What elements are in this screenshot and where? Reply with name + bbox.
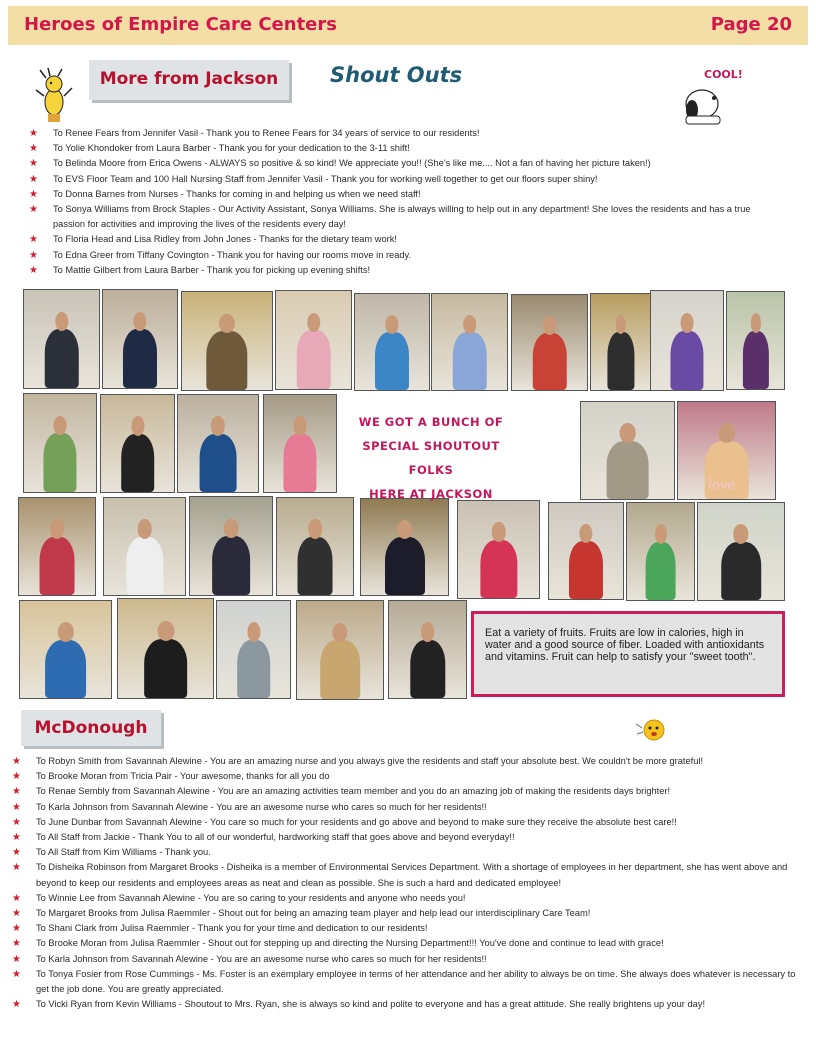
person-figure xyxy=(607,332,634,390)
person-figure xyxy=(298,537,333,595)
shoutout-item xyxy=(12,936,808,951)
person-figure xyxy=(123,329,157,388)
shoutout-text: To Karla Johnson from Savannah Alewine - You are an awesome nurse who cares so much for her residents!! xyxy=(36,801,487,812)
staff-photo xyxy=(726,291,785,390)
shoutout-text: To Karla Johnson from Savannah Alewine - You are an awesome nurse who cares so much for her residents!! xyxy=(36,953,487,964)
staff-photo xyxy=(354,293,430,391)
star-bullet-icon: ★ xyxy=(12,756,21,767)
staff-photo xyxy=(548,502,624,600)
shoutout-text: To Renae Sembly from Savannah Alewine - You are an amazing activities team member and you do an amazing job of making the residents days brighter! xyxy=(36,786,671,797)
person-head xyxy=(543,316,557,335)
person-figure xyxy=(43,433,76,492)
page-header xyxy=(8,6,808,45)
photo-caption: love xyxy=(708,478,736,493)
person-head xyxy=(247,622,260,641)
shoutout-text: To Edna Greer from Tiffany Covington - Thank you for having our rooms move in ready. xyxy=(53,249,412,260)
shoutout-text: To Margaret Brooks from Julisa Raemmler - Shout out for being an amazing team player and help lead our interdisciplinary Care Team! xyxy=(36,908,591,919)
star-bullet-icon: ★ xyxy=(12,953,21,965)
star-bullet-icon: ★ xyxy=(29,158,38,170)
shoutout-item xyxy=(12,891,808,906)
person-head xyxy=(131,416,144,435)
star-bullet-icon: ★ xyxy=(29,249,38,261)
cool-badge: COOL! xyxy=(704,68,743,81)
person-head xyxy=(54,416,67,436)
person-head xyxy=(219,314,235,334)
star-bullet-icon: ★ xyxy=(12,847,21,859)
staff-photo xyxy=(276,497,354,596)
staff-photo xyxy=(511,294,588,391)
person-head xyxy=(332,623,347,643)
shoutout-text: To Donna Barnes from Nurses - Thanks for coming in and helping us when we need staff! xyxy=(53,188,421,199)
shoutout-text: To Floria Head and Lisa Ridley from John Jones - Thanks for the dietary team work! xyxy=(53,234,397,245)
star-bullet-icon: ★ xyxy=(29,234,38,246)
person-head xyxy=(211,416,225,435)
staff-photo xyxy=(650,290,724,391)
staff-photo xyxy=(103,497,186,596)
shoutout-text: To Winnie Lee from Savannah Alewine - You are so caring to your residents and anyone who needs you! xyxy=(36,892,466,903)
shoutout-item xyxy=(12,845,808,860)
shoutout-text: To Brooke Moran from Tricia Pair - Your awesome, thanks for all you do xyxy=(36,771,330,782)
staff-photo xyxy=(23,393,97,493)
staff-photo xyxy=(177,394,259,493)
staff-photo xyxy=(102,289,178,389)
star-bullet-icon: ★ xyxy=(12,892,21,904)
promo-line: WE GOT A BUNCH OF xyxy=(358,415,504,429)
shoutout-item xyxy=(12,967,808,997)
shoutout-item xyxy=(12,815,808,830)
person-head xyxy=(50,519,64,538)
section-tab-mcdonough: McDonough xyxy=(21,710,161,746)
shoutout-item xyxy=(12,754,808,769)
star-bullet-icon: ★ xyxy=(29,128,38,139)
person-head xyxy=(308,519,322,538)
person-figure xyxy=(283,434,316,492)
person-head xyxy=(750,313,760,332)
shoutout-text: To EVS Floor Team and 100 Hall Nursing Staff from Jennifer Vasil - Thank you for working well together to get our floors super shiny! xyxy=(53,173,598,184)
star-bullet-icon: ★ xyxy=(12,938,21,950)
person-figure xyxy=(144,639,188,698)
page-number: Page 20 xyxy=(710,14,792,35)
star-bullet-icon: ★ xyxy=(12,968,21,980)
person-figure xyxy=(384,537,424,595)
person-figure xyxy=(721,542,761,600)
staff-photo xyxy=(457,500,540,599)
staff-photo xyxy=(275,290,352,390)
shoutout-item xyxy=(29,202,769,232)
staff-photo xyxy=(181,291,273,391)
staff-photo xyxy=(189,496,273,596)
person-head xyxy=(579,524,592,543)
person-figure xyxy=(645,542,676,600)
person-head xyxy=(491,522,506,541)
shoutout-text: To Tonya Fosier from Rose Cummings - Ms. Foster is an exemplary employee in terms of her attendance and her ability to always be on time. She always does whatever is necessary to get the job done. You are greatly appreciated. xyxy=(36,968,796,995)
shoutout-item xyxy=(12,769,808,784)
staff-photo xyxy=(18,497,96,596)
star-bullet-icon: ★ xyxy=(12,832,21,844)
staff-photo xyxy=(296,600,384,700)
person-figure xyxy=(44,329,79,388)
shoutout-item xyxy=(29,126,769,141)
shoutout-item xyxy=(12,952,808,967)
snoopy-cool-clipart xyxy=(678,68,744,126)
section-heading: Shout Outs xyxy=(330,63,463,87)
shoutout-item xyxy=(29,187,769,202)
person-figure xyxy=(40,537,75,595)
star-bullet-icon: ★ xyxy=(29,264,38,276)
person-head xyxy=(294,416,307,435)
shoutout-item xyxy=(29,172,769,187)
shoutout-text: To June Dunbar from Savannah Alewine - You care so much for your residents and go above and beyond to make sure they receive the absolute best care!! xyxy=(36,816,677,827)
shoutout-text: To Belinda Moore from Erica Owens - ALWAYS so positive & so kind! We appreciate you!! (She's like me.... Not a fan of having her picture taken!) xyxy=(53,158,651,169)
staff-photo xyxy=(19,600,112,699)
shoutout-text: To Disheika Robinson from Margaret Brooks - Disheika is a member of Environmental Services Department. With a shortage of employees in her department, she has went above and beyond to keep our residents and employees areas as neat and clean as possible. She is such a hard and dedicated employee! xyxy=(36,862,788,888)
person-head xyxy=(224,519,239,539)
person-figure xyxy=(296,330,331,389)
person-figure xyxy=(742,331,768,389)
star-bullet-icon: ★ xyxy=(12,801,21,813)
staff-photo xyxy=(360,498,449,596)
star-bullet-icon: ★ xyxy=(12,862,21,874)
person-figure xyxy=(126,537,163,595)
person-figure xyxy=(480,540,517,598)
staff-photo xyxy=(216,600,291,699)
person-figure xyxy=(212,536,250,595)
star-bullet-icon: ★ xyxy=(12,786,21,798)
staff-photo xyxy=(117,598,214,699)
star-bullet-icon: ★ xyxy=(12,816,21,828)
star-bullet-icon: ★ xyxy=(12,923,21,935)
shoutout-item xyxy=(29,232,769,247)
person-head xyxy=(137,519,152,538)
shoutout-item xyxy=(12,800,808,815)
shoutout-item xyxy=(12,997,808,1012)
person-head xyxy=(619,423,636,442)
shoutout-item xyxy=(12,921,808,936)
staff-photo xyxy=(100,394,175,493)
person-figure xyxy=(532,333,567,390)
person-head xyxy=(463,315,477,334)
person-head xyxy=(57,622,73,641)
shoutout-item xyxy=(12,830,808,845)
fruit-tip-box: Eat a variety of fruits. Fruits are low in calories, high in water and a good source of fiber. Loaded with antioxidants and vitamins. Fruit can help to satisfy your "sweet tooth". xyxy=(471,611,785,697)
newsletter-title: Heroes of Empire Care Centers xyxy=(24,14,337,35)
person-head xyxy=(421,622,435,641)
person-head xyxy=(385,315,398,334)
shoutout-item xyxy=(29,248,769,263)
star-bullet-icon: ★ xyxy=(29,204,38,216)
star-bullet-icon: ★ xyxy=(29,143,38,155)
jackson-promo-text xyxy=(341,410,521,506)
shoutout-item xyxy=(12,784,808,799)
star-bullet-icon: ★ xyxy=(12,771,21,783)
shoutout-text: To Sonya Williams from Brock Staples - Our Activity Assistant, Sonya Williams. She is always willing to help out in any department! She loves the residents and has a true passion for activities and improving the lives of the residents every day! xyxy=(53,204,751,230)
person-head xyxy=(55,312,69,332)
person-head xyxy=(615,315,626,334)
shoutout-text: To Brooke Moran from Julisa Raemmler - Shout out for stepping up and directing the Nursing Department!!! You've done and continue to lead with grace! xyxy=(36,938,664,949)
staff-photo xyxy=(388,600,467,699)
staff-photo xyxy=(263,394,337,493)
mcdonough-shoutout-list xyxy=(12,754,808,1012)
person-head xyxy=(718,423,735,442)
shoutout-item xyxy=(29,141,769,156)
person-figure xyxy=(670,331,703,390)
shoutout-text: To Yolie Khondoker from Laura Barber - Thank you for your dedication to the 3-11 shift! xyxy=(53,143,410,154)
person-head xyxy=(133,312,146,332)
staff-photo xyxy=(580,401,675,500)
staff-photo xyxy=(431,293,508,391)
shoutout-item xyxy=(29,263,769,278)
person-figure xyxy=(206,331,247,390)
person-figure xyxy=(452,332,487,390)
person-figure xyxy=(237,640,271,698)
person-figure xyxy=(121,434,155,492)
person-figure xyxy=(410,640,445,698)
shoutout-text: To All Staff from Kim Williams - Thank you. xyxy=(36,847,211,858)
shoutout-item xyxy=(12,906,808,921)
person-head xyxy=(157,621,174,641)
emoji-clipart-icon xyxy=(634,718,668,742)
promo-line: HERE AT JACKSON xyxy=(369,487,493,501)
person-head xyxy=(397,520,413,539)
star-bullet-icon: ★ xyxy=(29,173,38,185)
person-figure xyxy=(569,541,603,599)
promo-line: SPECIAL SHOUTOUT FOLKS xyxy=(362,439,500,477)
shoutout-text: To Mattie Gilbert from Laura Barber - Thank you for picking up evening shifts! xyxy=(53,264,371,275)
staff-photo xyxy=(626,502,695,601)
jackson-shoutout-list xyxy=(29,126,769,278)
star-bullet-icon: ★ xyxy=(29,188,38,200)
shoutout-text: To Robyn Smith from Savannah Alewine - You are an amazing nurse and you always give the residents and staff your absolute best. We couldn't be more grateful! xyxy=(36,756,704,766)
person-head xyxy=(733,524,748,543)
person-figure xyxy=(45,640,87,698)
star-bullet-icon: ★ xyxy=(12,908,21,920)
shoutout-text: To Shani Clark from Julisa Raemmler - Thank you for your time and dedication to our residents! xyxy=(36,923,428,934)
section-tab-jackson: More from Jackson xyxy=(89,60,289,100)
shoutout-text: To Vicki Ryan from Kevin Williams - Shoutout to Mrs. Ryan, she is always so kind and polite to everyone and has a great attitude. She really brightens up your day! xyxy=(36,999,706,1010)
person-figure xyxy=(320,640,360,699)
woodstock-clipart-icon xyxy=(34,66,74,124)
person-figure xyxy=(375,332,409,390)
staff-photo xyxy=(697,502,785,601)
star-bullet-icon: ★ xyxy=(12,999,21,1011)
person-head xyxy=(654,524,666,543)
staff-photo xyxy=(23,289,100,389)
shoutout-text: To All Staff from Jackie - Thank You to all of our wonderful, hardworking staff that goes above and beyond everyday!! xyxy=(36,832,515,843)
person-figure xyxy=(606,441,649,499)
staff-photo xyxy=(590,293,651,391)
shoutout-item xyxy=(12,860,808,890)
shoutout-text: To Renee Fears from Jennifer Vasil - Thank you to Renee Fears for 34 years of service to our residents! xyxy=(53,128,480,138)
person-head xyxy=(307,313,321,333)
shoutout-item xyxy=(29,156,769,171)
person-head xyxy=(681,313,694,333)
person-figure xyxy=(200,434,237,492)
